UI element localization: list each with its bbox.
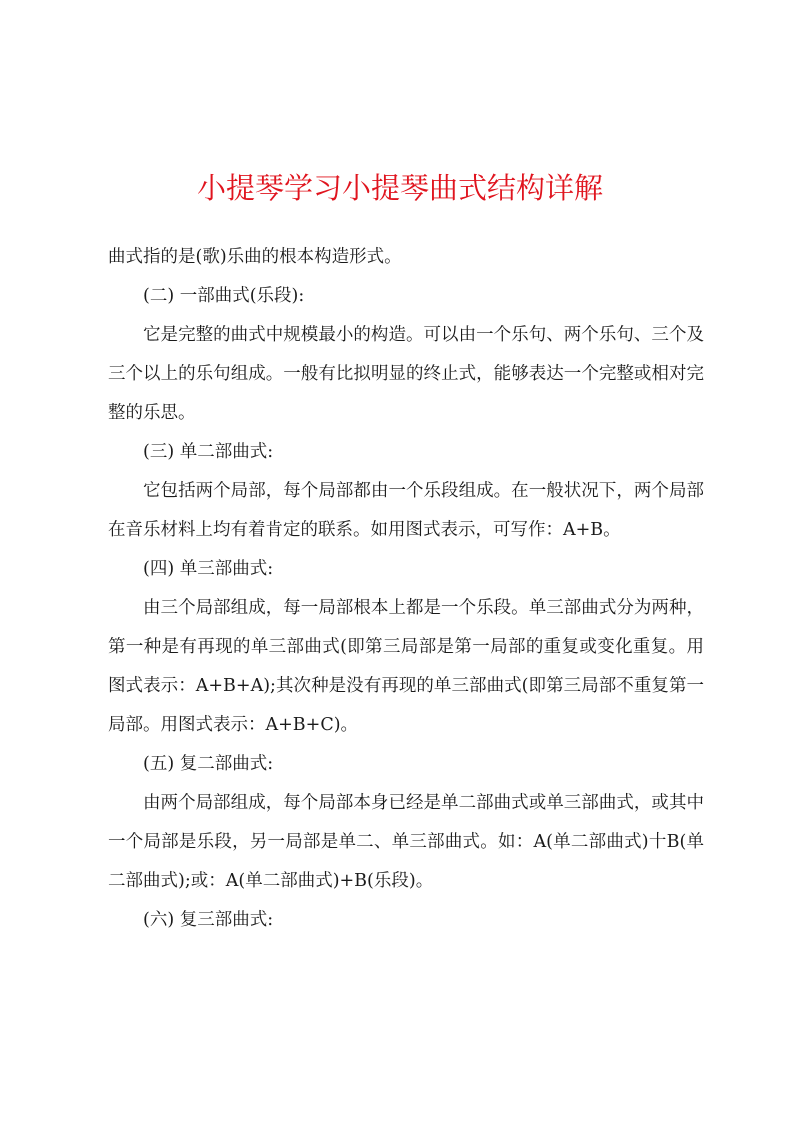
paragraph-simple-ternary-form: 由三个局部组成，每一局部根本上都是一个乐段。单三部曲式分为两种，第一种是有再现的单三部曲式(即第三局部是第一局部的重复或变化重复。用图式表示：A+B+A);其次种是没有再现的单三部曲式(即第三局部不重复第一局部。用图式表示：A+B+C)。: [108, 598, 704, 735]
section-heading-simple-ternary-form: (四) 单三部曲式:: [143, 559, 274, 579]
paragraph-one-part-form: 它是完整的曲式中规模最小的构造。可以由一个乐句、两个乐句、三个及三个以上的乐句组成。一般有比拟明显的终止式，能够表达一个完整或相对完整的乐思。: [108, 325, 704, 423]
section-heading-simple-binary-form: (三) 单二部曲式:: [143, 442, 274, 462]
section-heading-one-part-form: (二) 一部曲式(乐段):: [143, 286, 305, 306]
paragraph-compound-binary-form: 由两个局部组成，每个局部本身已经是单二部曲式或单三部曲式，或其中一个局部是乐段，另一局部是单二、单三部曲式。如：A(单二部曲式)十B(单二部曲式);或：A(单二部曲式)+B(乐段)。: [108, 793, 704, 891]
document-title: 小提琴学习小提琴曲式结构详解: [196, 171, 603, 205]
paragraph-intro: 曲式指的是(歌)乐曲的根本构造形式。: [108, 247, 402, 267]
section-heading-compound-ternary-form: (六) 复三部曲式:: [143, 910, 274, 930]
paragraph-simple-binary-form: 它包括两个局部，每个局部都由一个乐段组成。在一般状况下，两个局部在音乐材料上均有着肯定的联系。如用图式表示，可写作：A+B。: [108, 481, 704, 540]
section-heading-compound-binary-form: (五) 复二部曲式:: [143, 754, 274, 774]
document-body: [108, 238, 704, 940]
